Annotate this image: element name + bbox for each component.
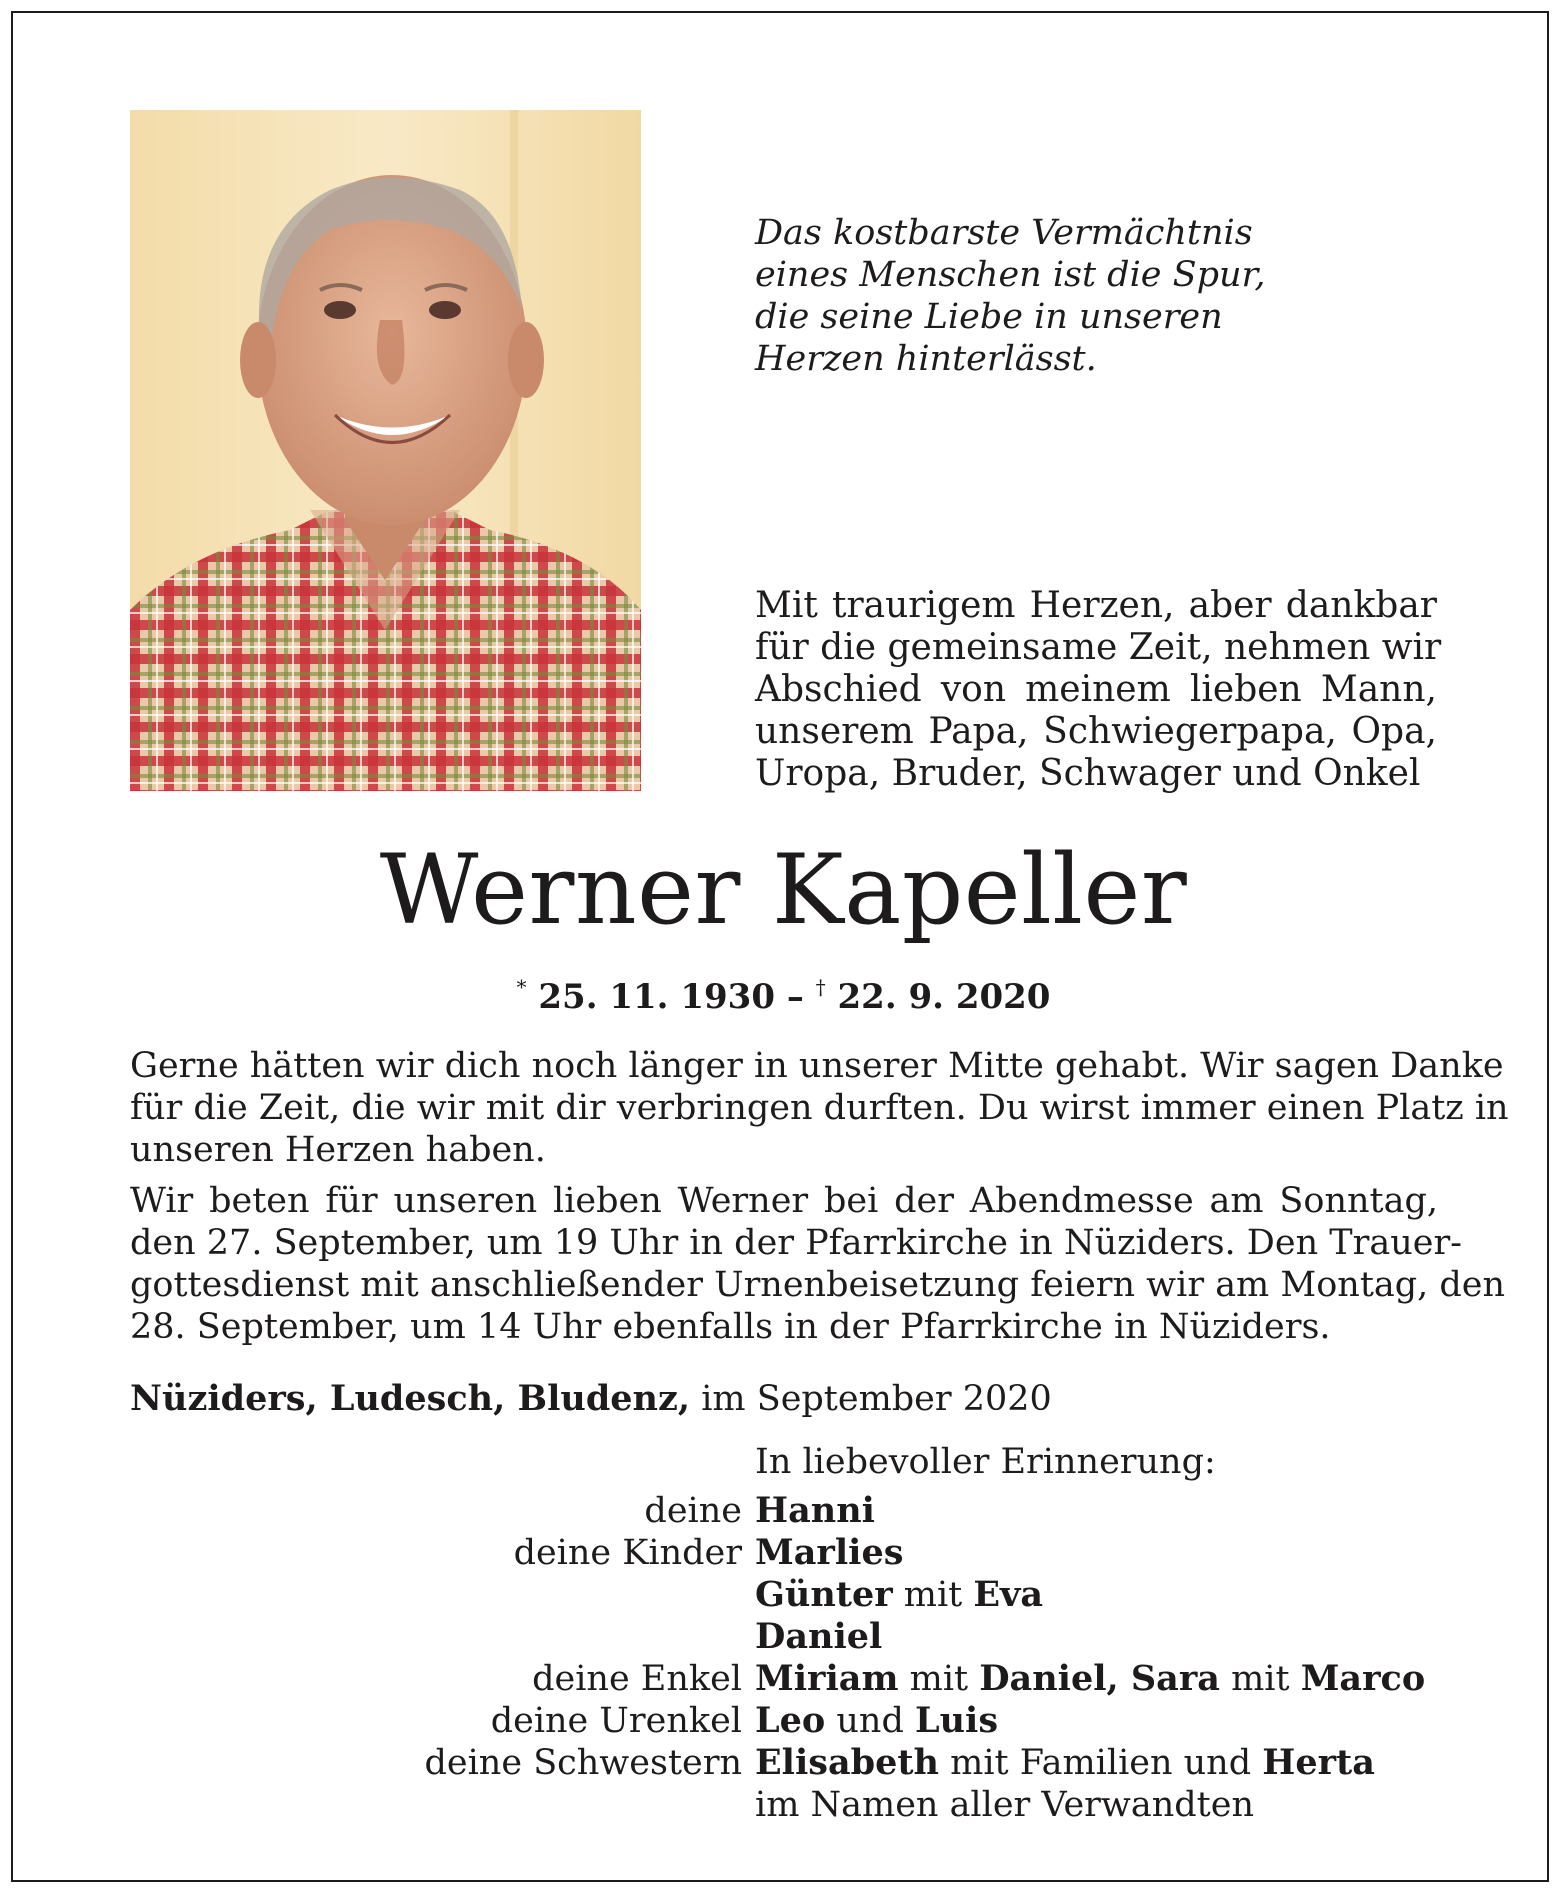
family-name: Daniel, Sara [979, 1658, 1220, 1699]
family-connector: mit Familien und [939, 1743, 1263, 1783]
family-closing: im Namen aller Verwandten [755, 1785, 1254, 1825]
family-relation: deine Urenkel [490, 1701, 742, 1741]
birth-date: 25. 11. 1930 [538, 977, 775, 1017]
intro-text [755, 585, 1442, 795]
paragraph-service [130, 1180, 1506, 1348]
family-name: Miriam [755, 1658, 899, 1699]
family-row [0, 1574, 1567, 1616]
family-relation: deine Enkel [532, 1659, 742, 1699]
family-name: Hanni [755, 1490, 875, 1531]
family-connector: mit [892, 1575, 974, 1615]
family-name: Günter [755, 1574, 893, 1615]
intro-line: unserem Papa, Schwiegerpapa, Opa, [755, 711, 1437, 752]
birth-symbol: * [516, 975, 527, 999]
paragraph-line: für die Zeit, die wir mit dir verbringen durften. Du wirst immer einen Platz in [130, 1088, 1509, 1128]
death-date: 22. 9. 2020 [837, 977, 1051, 1017]
family-row [0, 1784, 1567, 1826]
intro-line: Uropa, Bruder, Schwager und Onkel [755, 753, 1421, 794]
paragraph-line: Gerne hätten wir dich noch länger in unserer Mitte gehabt. Wir sagen Danke [130, 1046, 1504, 1086]
portrait-illustration [130, 110, 641, 791]
family-name: Marco [1300, 1658, 1426, 1699]
death-symbol: † [815, 975, 826, 999]
portrait-photo [130, 110, 641, 791]
family-connector: und [825, 1701, 915, 1741]
family-row [0, 1532, 1567, 1574]
family-row [0, 1742, 1567, 1784]
quote-line: Herzen hinterlässt. [755, 339, 1097, 379]
family-name: Daniel [755, 1616, 883, 1657]
quote-line: die seine Liebe in unseren [755, 297, 1223, 337]
paragraph-line: 28. September, um 14 Uhr ebenfalls in der Pfarrkirche in Nüziders. [130, 1307, 1331, 1347]
family-name: Herta [1262, 1742, 1375, 1783]
memory-heading: In liebevoller Erinnerung: [755, 1442, 1216, 1482]
deceased-name: Werner Kapeller [379, 834, 1188, 946]
family-name: Eva [973, 1574, 1044, 1615]
family-row [0, 1700, 1567, 1742]
place-and-date [130, 1378, 1052, 1420]
quote-line: eines Menschen ist die Spur, [755, 255, 1266, 295]
family-list [0, 1490, 1567, 1826]
family-row [0, 1490, 1567, 1532]
intro-line: Abschied von meinem lieben Mann, [755, 669, 1437, 710]
paragraph-thanks [130, 1045, 1509, 1171]
date-line: im September 2020 [690, 1379, 1052, 1419]
family-row [0, 1616, 1567, 1658]
family-relation: deine Schwestern [424, 1743, 742, 1783]
intro-line: Mit traurigem Herzen, aber dankbar [755, 585, 1437, 626]
family-name: Luis [914, 1700, 999, 1741]
intro-line: für die gemeinsame Zeit, nehmen wir [755, 627, 1442, 668]
family-relation: deine Kinder [513, 1533, 742, 1573]
family-name: Leo [755, 1700, 826, 1741]
family-connector: mit [1219, 1659, 1301, 1699]
life-dates [0, 966, 1567, 1018]
paragraph-line: den 27. September, um 19 Uhr in der Pfarrkirche in Nüziders. Den Trauer- [130, 1223, 1462, 1263]
towns: Nüziders, Ludesch, Bludenz, [130, 1378, 691, 1419]
date-dash: – [774, 977, 816, 1017]
paragraph-line: gottesdienst mit anschließender Urnenbeisetzung feiern wir am Montag, den [130, 1265, 1506, 1305]
family-row [0, 1658, 1567, 1700]
family-name: Elisabeth [755, 1742, 940, 1783]
family-name: Marlies [755, 1532, 904, 1573]
quote [755, 212, 1266, 380]
paragraph-line: Wir beten für unseren lieben Werner bei der Abendmesse am Sonntag, [130, 1181, 1438, 1221]
family-connector: mit [898, 1659, 980, 1699]
quote-line: Das kostbarste Vermächtnis [755, 213, 1253, 253]
paragraph-line: unseren Herzen haben. [130, 1130, 546, 1170]
family-relation: deine [644, 1491, 742, 1531]
